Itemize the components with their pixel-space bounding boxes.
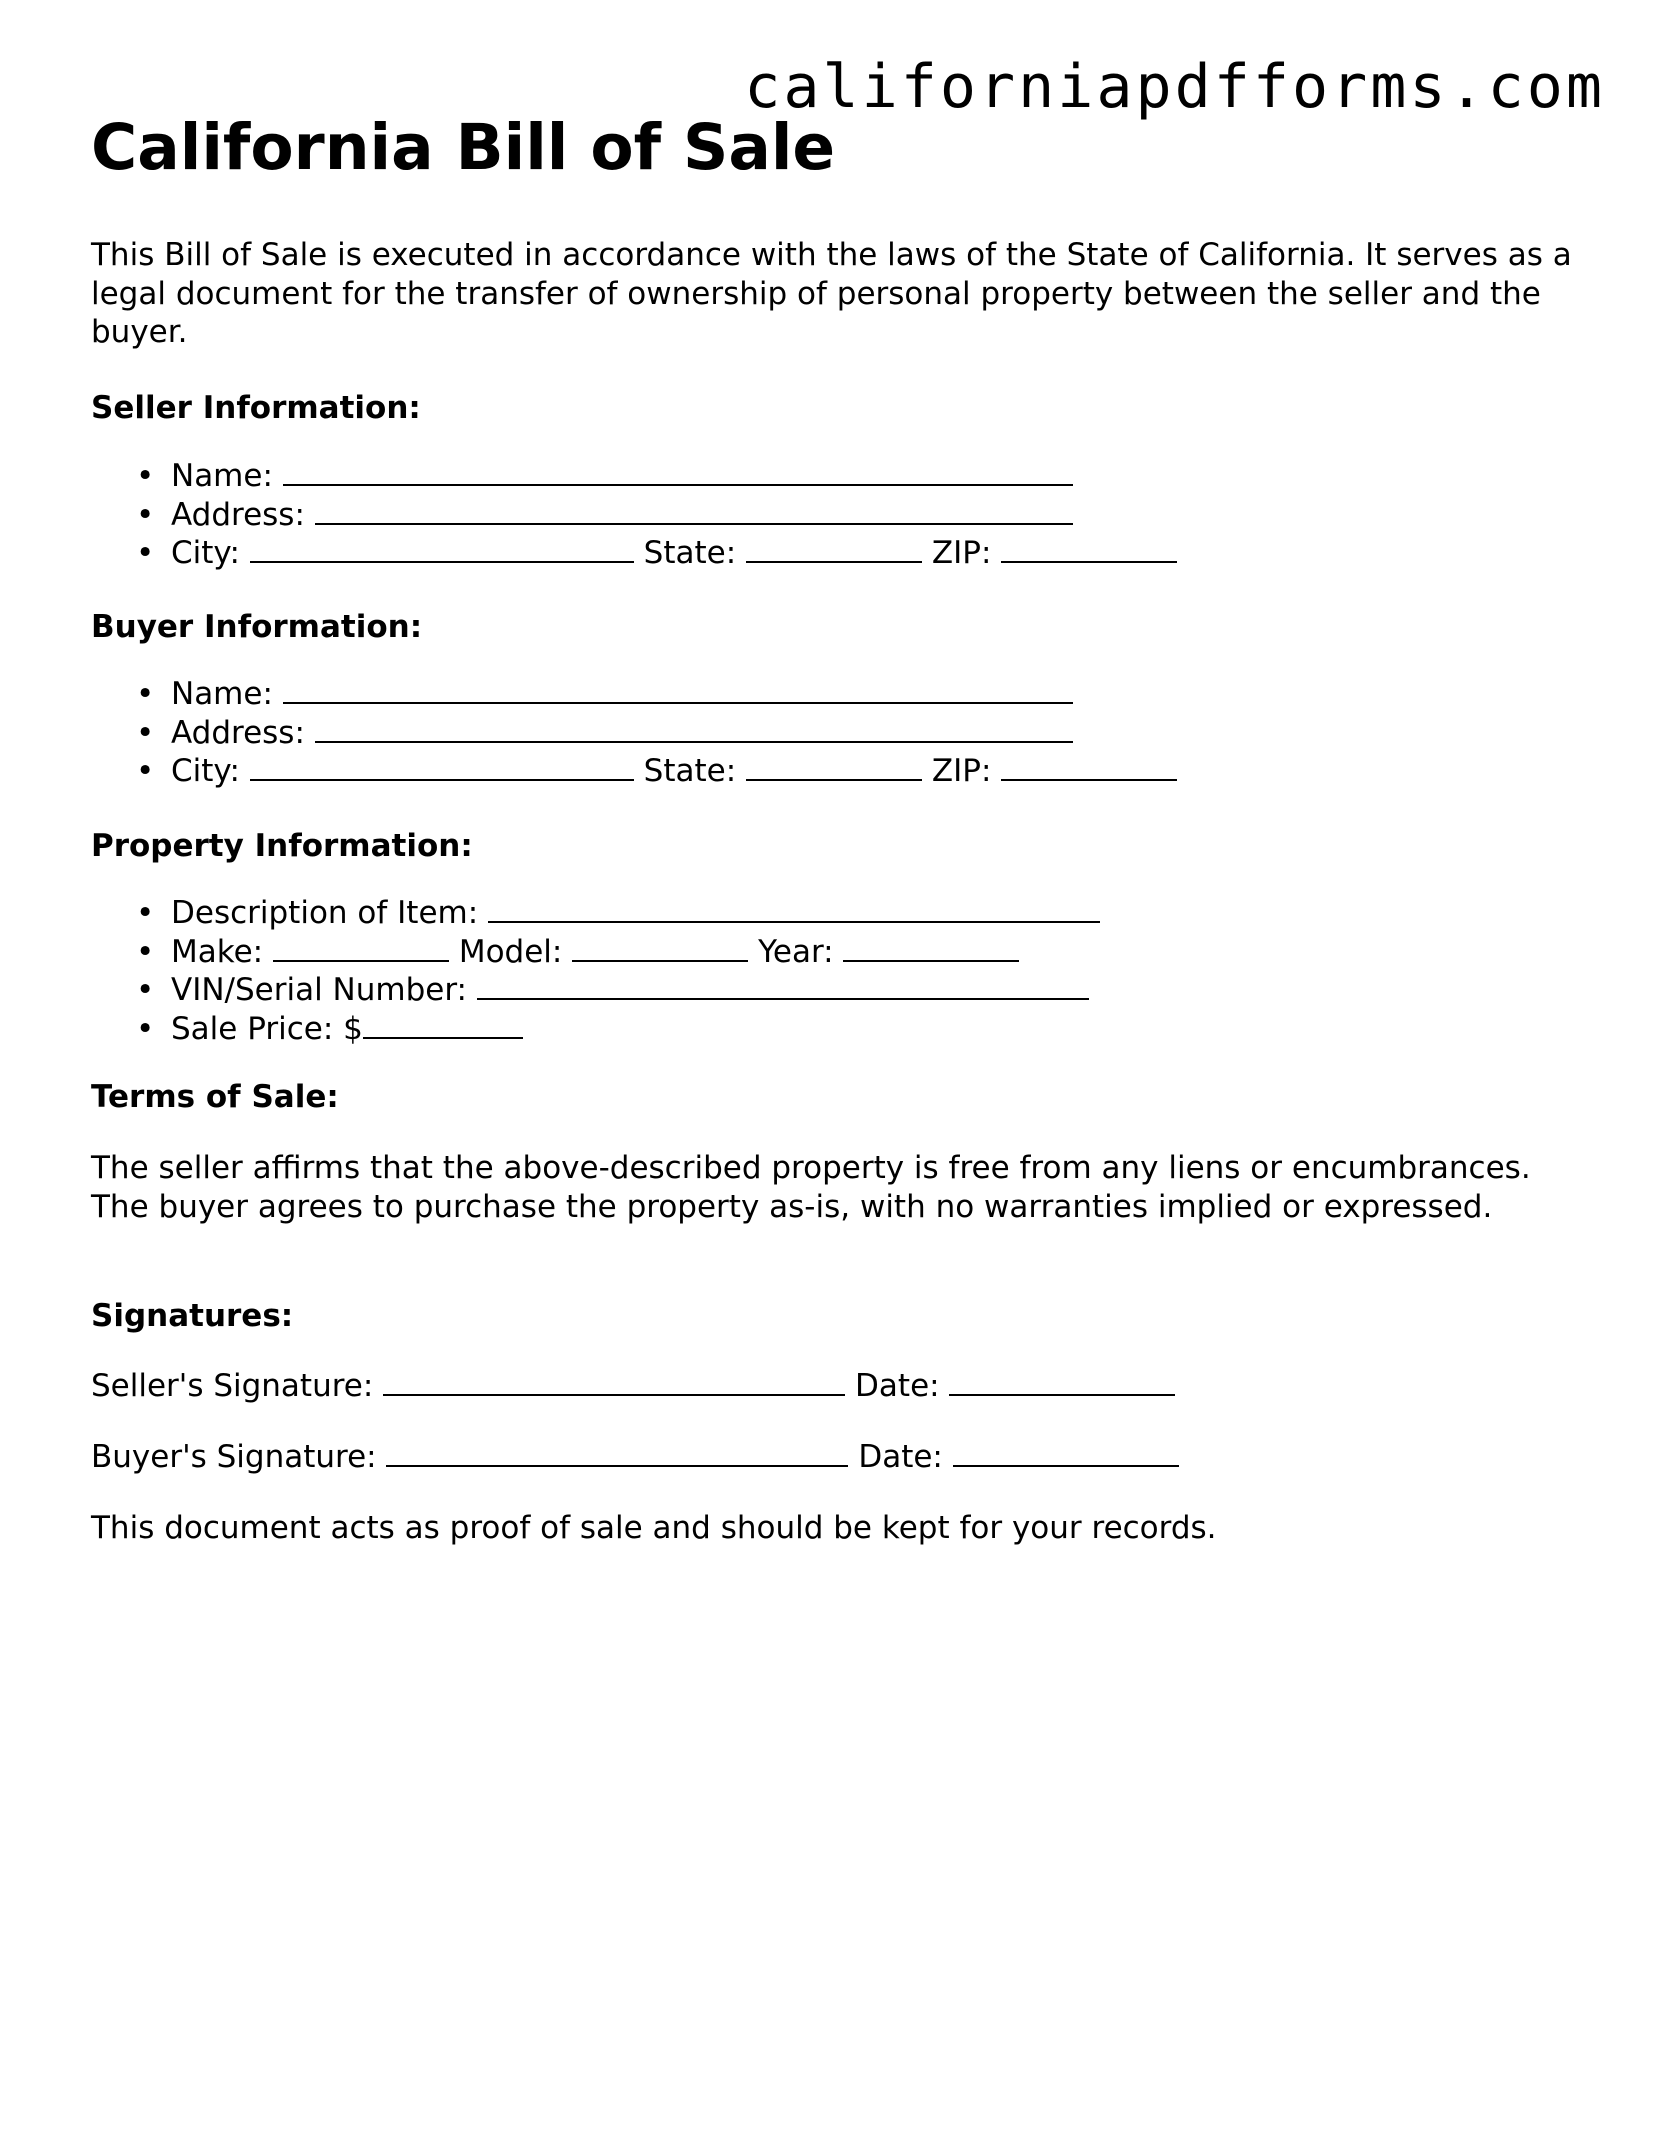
- seller-signature-row: [91, 1367, 1175, 1406]
- property-vin-row: [91, 971, 1100, 1010]
- seller-city-field[interactable]: [250, 535, 634, 563]
- buyer-heading: Buyer Information:: [91, 609, 423, 645]
- intro-paragraph: This Bill of Sale is executed in accordance with the laws of the State of California. It serves as a legal document for the transfer of ownership of personal property between the seller and the buyer.: [91, 237, 1572, 350]
- property-make-row: [91, 933, 1100, 972]
- property-model-label: Model:: [458, 933, 563, 970]
- buyer-signature-label: Buyer's Signature:: [91, 1439, 377, 1475]
- buyer-fields: [91, 675, 1177, 791]
- footer-note: This document acts as proof of sale and should be kept for your records.: [91, 1510, 1217, 1546]
- buyer-date-field[interactable]: [953, 1439, 1179, 1467]
- buyer-city-field[interactable]: [250, 753, 634, 781]
- buyer-address-row: [91, 714, 1177, 753]
- buyer-zip-field[interactable]: [1001, 753, 1177, 781]
- seller-city-label: City:: [171, 535, 240, 571]
- property-price-label: Sale Price: $: [171, 1010, 363, 1047]
- property-year-label: Year:: [758, 933, 834, 970]
- seller-zip-field[interactable]: [1001, 535, 1177, 563]
- buyer-date-label: Date:: [858, 1439, 943, 1475]
- seller-state-field[interactable]: [746, 535, 922, 563]
- seller-name-label: Name:: [171, 458, 273, 494]
- property-description-row: [91, 894, 1100, 933]
- buyer-address-label: Address:: [171, 714, 305, 751]
- seller-signature-label: Seller's Signature:: [91, 1368, 374, 1404]
- terms-paragraph: The seller affirms that the above-described property is free from any liens or encumbrances. The buyer agrees to purchase the property as-is, with no warranties implied or expressed.: [91, 1150, 1531, 1225]
- seller-fields: [91, 457, 1177, 573]
- property-year-field[interactable]: [843, 934, 1019, 962]
- property-description-field[interactable]: [488, 895, 1100, 923]
- buyer-name-row: [91, 675, 1177, 714]
- property-vin-label: VIN/Serial Number:: [171, 972, 467, 1008]
- property-vin-field[interactable]: [477, 972, 1089, 1000]
- seller-name-field[interactable]: [283, 458, 1073, 486]
- buyer-name-field[interactable]: [283, 676, 1073, 704]
- buyer-state-label: State:: [643, 753, 737, 789]
- buyer-address-field[interactable]: [315, 715, 1073, 743]
- seller-date-label: Date:: [855, 1368, 940, 1404]
- seller-heading: Seller Information:: [91, 390, 421, 426]
- site-watermark: californiapdfforms.com: [744, 52, 1605, 122]
- buyer-signature-row: [91, 1438, 1179, 1477]
- property-make-field[interactable]: [273, 934, 449, 962]
- property-make-label: Make:: [171, 933, 264, 970]
- seller-state-label: State:: [643, 535, 737, 571]
- property-price-field[interactable]: [363, 1011, 523, 1039]
- property-price-row: [91, 1010, 1100, 1049]
- seller-address-label: Address:: [171, 496, 305, 533]
- seller-address-field[interactable]: [315, 497, 1073, 525]
- signatures-heading: Signatures:: [91, 1298, 294, 1334]
- seller-name-row: [91, 457, 1177, 496]
- page-title: California Bill of Sale: [91, 111, 836, 184]
- property-model-field[interactable]: [572, 934, 748, 962]
- buyer-state-field[interactable]: [746, 753, 922, 781]
- buyer-name-label: Name:: [171, 676, 273, 712]
- seller-signature-field[interactable]: [383, 1368, 845, 1396]
- seller-address-row: [91, 496, 1177, 535]
- property-heading: Property Information:: [91, 828, 473, 864]
- terms-heading: Terms of Sale:: [91, 1079, 339, 1115]
- seller-city-row: [91, 534, 1177, 573]
- buyer-city-label: City:: [171, 753, 240, 789]
- property-description-label: Description of Item:: [171, 895, 479, 931]
- buyer-signature-field[interactable]: [386, 1439, 848, 1467]
- buyer-city-row: [91, 752, 1177, 791]
- property-fields: [91, 894, 1100, 1048]
- seller-date-field[interactable]: [949, 1368, 1175, 1396]
- buyer-zip-label: ZIP:: [931, 753, 992, 789]
- seller-zip-label: ZIP:: [931, 535, 992, 571]
